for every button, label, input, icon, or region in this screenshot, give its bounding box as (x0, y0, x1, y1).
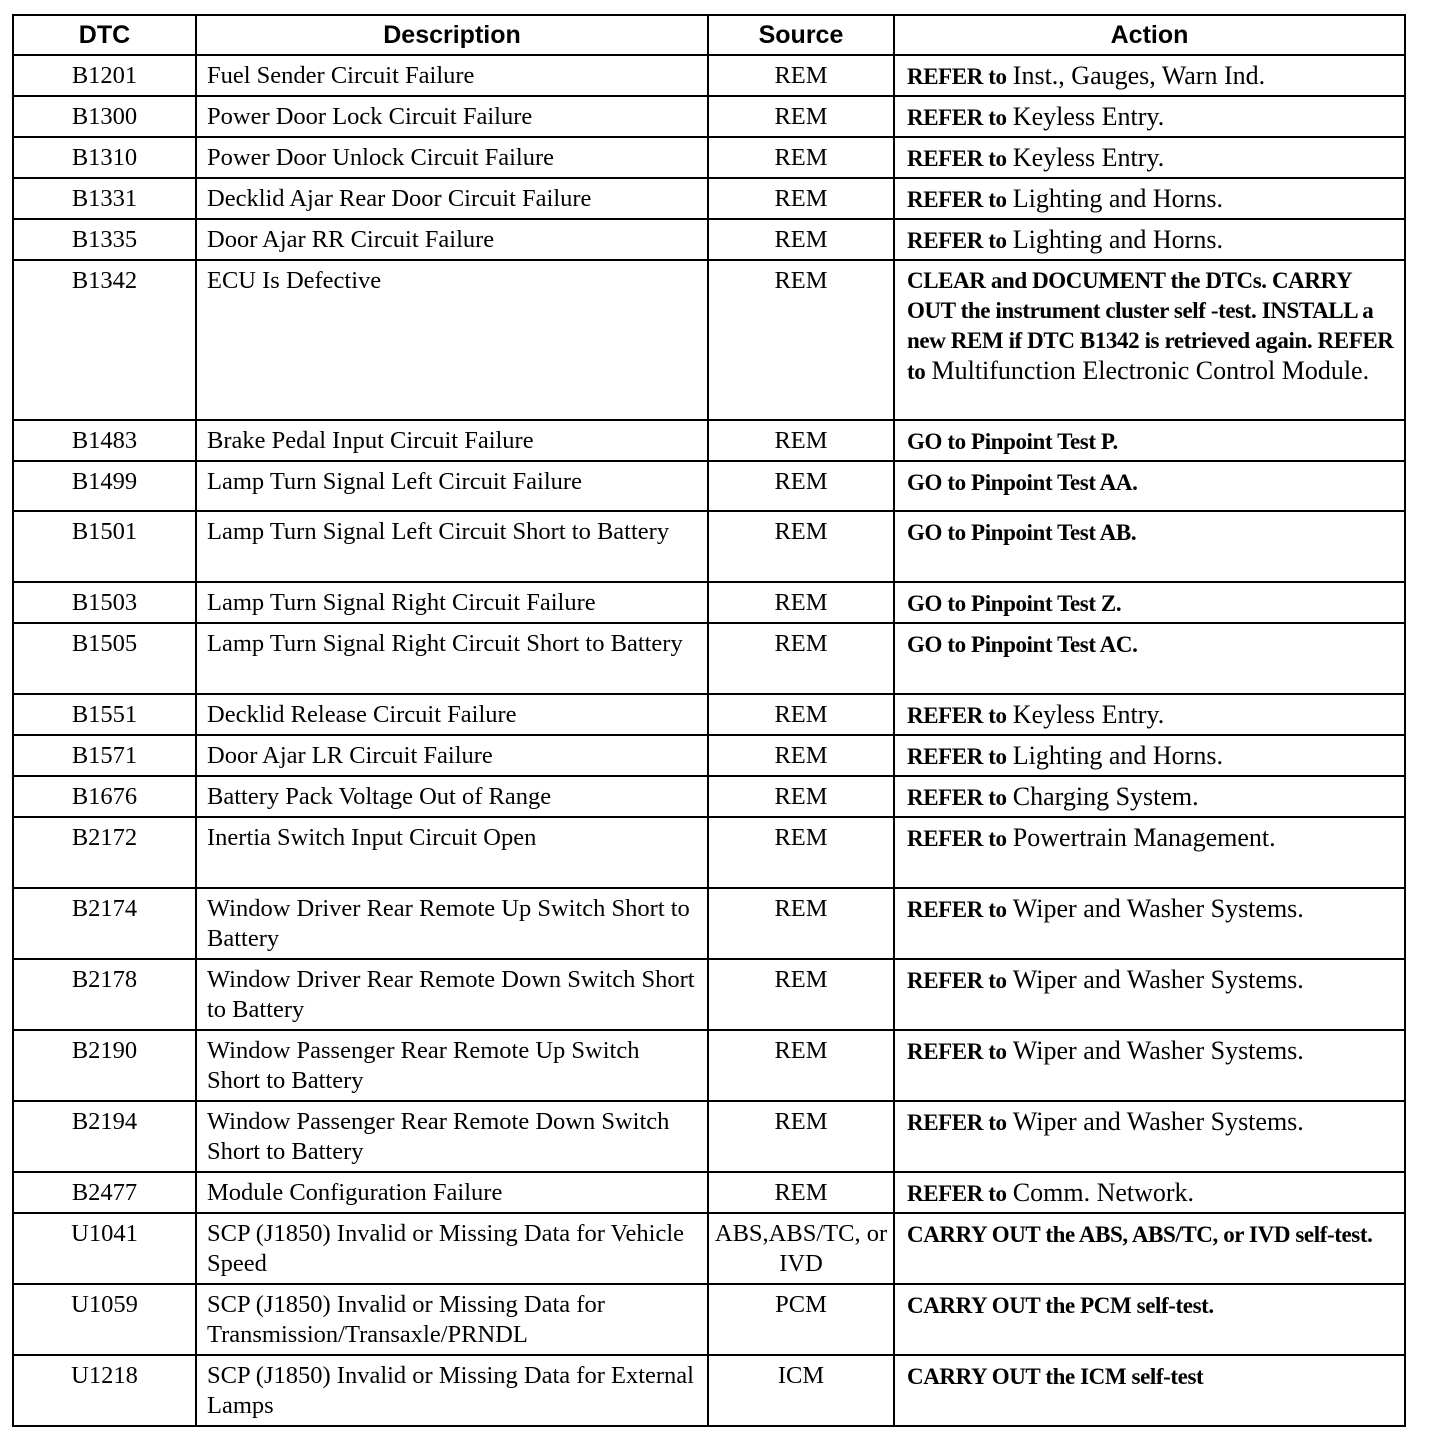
dtc-action (894, 260, 1405, 420)
dtc-code: B1483 (13, 420, 196, 461)
table-row (13, 260, 1405, 420)
dtc-code: U1041 (13, 1213, 196, 1284)
dtc-code: B2194 (13, 1101, 196, 1172)
action-reference: Comm. Network. (1012, 1178, 1195, 1207)
dtc-description: Window Passenger Rear Remote Down Switch Short to Battery (196, 1101, 708, 1172)
dtc-source: REM (708, 96, 894, 137)
dtc-action (894, 735, 1405, 776)
dtc-action (894, 219, 1405, 260)
dtc-action (894, 1030, 1405, 1101)
dtc-code: B1503 (13, 582, 196, 623)
action-instruction: REFER to (907, 968, 1007, 993)
dtc-description: Window Driver Rear Remote Up Switch Short to Battery (196, 888, 708, 959)
dtc-source: ICM (708, 1355, 894, 1426)
table-row (13, 959, 1405, 1030)
dtc-description: Inertia Switch Input Circuit Open (196, 817, 708, 888)
dtc-code: B2190 (13, 1030, 196, 1101)
table-row (13, 1355, 1405, 1426)
header-action: Action (894, 15, 1405, 55)
dtc-source: REM (708, 511, 894, 582)
dtc-description: SCP (J1850) Invalid or Missing Data for External Lamps (196, 1355, 708, 1426)
dtc-source: REM (708, 582, 894, 623)
table-row (13, 623, 1405, 694)
action-reference: Powertrain Management. (1012, 823, 1276, 852)
dtc-action (894, 959, 1405, 1030)
dtc-description: Lamp Turn Signal Left Circuit Short to Battery (196, 511, 708, 582)
dtc-action (894, 694, 1405, 735)
dtc-source: REM (708, 55, 894, 96)
action-instruction: CLEAR and DOCUMENT the DTCs. CARRY OUT the instrument cluster self -test. INSTALL a new REM if DTC B1342 is retrieved again. REFER to (907, 268, 1394, 384)
action-instruction: REFER to (907, 64, 1007, 89)
table-row (13, 420, 1405, 461)
table-row (13, 735, 1405, 776)
dtc-source: REM (708, 817, 894, 888)
action-instruction: CARRY OUT the PCM self-test. (907, 1293, 1214, 1318)
dtc-code: B1310 (13, 137, 196, 178)
table-row (13, 582, 1405, 623)
action-instruction: CARRY OUT the ABS, ABS/TC, or IVD self-test. (907, 1222, 1373, 1247)
dtc-code: B1551 (13, 694, 196, 735)
dtc-action (894, 582, 1405, 623)
action-instruction: GO to Pinpoint Test P. (907, 429, 1118, 454)
dtc-source: PCM (708, 1284, 894, 1355)
dtc-description: Lamp Turn Signal Right Circuit Failure (196, 582, 708, 623)
dtc-action (894, 888, 1405, 959)
dtc-description: ECU Is Defective (196, 260, 708, 420)
dtc-source: REM (708, 694, 894, 735)
dtc-source: REM (708, 776, 894, 817)
dtc-description: Lamp Turn Signal Left Circuit Failure (196, 461, 708, 511)
dtc-action (894, 178, 1405, 219)
dtc-action (894, 96, 1405, 137)
action-instruction: GO to Pinpoint Test Z. (907, 591, 1122, 616)
table-row (13, 776, 1405, 817)
dtc-code: B2172 (13, 817, 196, 888)
dtc-source: REM (708, 888, 894, 959)
action-instruction: REFER to (907, 1039, 1007, 1064)
action-instruction: REFER to (907, 785, 1007, 810)
action-instruction: REFER to (907, 1181, 1007, 1206)
action-reference: Wiper and Washer Systems. (1012, 894, 1304, 923)
header-description: Description (196, 15, 708, 55)
dtc-source: REM (708, 1030, 894, 1101)
dtc-source: ABS,ABS/TC, or IVD (708, 1213, 894, 1284)
table-row (13, 1101, 1405, 1172)
table-row (13, 694, 1405, 735)
action-instruction: REFER to (907, 897, 1007, 922)
table-row (13, 96, 1405, 137)
dtc-description: Decklid Release Circuit Failure (196, 694, 708, 735)
action-reference: Inst., Gauges, Warn Ind. (1012, 61, 1266, 90)
dtc-code: B1300 (13, 96, 196, 137)
dtc-action (894, 137, 1405, 178)
dtc-source: REM (708, 623, 894, 694)
action-reference: Charging System. (1012, 782, 1199, 811)
dtc-code: B2178 (13, 959, 196, 1030)
action-reference: Lighting and Horns. (1012, 184, 1223, 213)
dtc-description: Fuel Sender Circuit Failure (196, 55, 708, 96)
dtc-action (894, 1172, 1405, 1213)
dtc-code: B1331 (13, 178, 196, 219)
dtc-description: SCP (J1850) Invalid or Missing Data for Transmission/Transaxle/PRNDL (196, 1284, 708, 1355)
dtc-action (894, 1284, 1405, 1355)
header-source: Source (708, 15, 894, 55)
dtc-code: B1505 (13, 623, 196, 694)
dtc-source: REM (708, 178, 894, 219)
table-row (13, 178, 1405, 219)
dtc-action (894, 776, 1405, 817)
dtc-action (894, 1213, 1405, 1284)
action-reference: Wiper and Washer Systems. (1012, 1107, 1304, 1136)
table-row (13, 219, 1405, 260)
action-instruction: REFER to (907, 703, 1007, 728)
dtc-code: B2174 (13, 888, 196, 959)
action-reference: Wiper and Washer Systems. (1012, 1036, 1304, 1065)
dtc-description: Power Door Unlock Circuit Failure (196, 137, 708, 178)
dtc-code: U1059 (13, 1284, 196, 1355)
table-row (13, 137, 1405, 178)
dtc-source: REM (708, 1172, 894, 1213)
action-instruction: CARRY OUT the ICM self-test (907, 1364, 1204, 1389)
action-reference: Keyless Entry. (1012, 143, 1165, 172)
dtc-action (894, 461, 1405, 511)
table-row (13, 1284, 1405, 1355)
dtc-description: Window Passenger Rear Remote Up Switch Short to Battery (196, 1030, 708, 1101)
table-row (13, 511, 1405, 582)
table-row (13, 1172, 1405, 1213)
action-reference: Wiper and Washer Systems. (1012, 965, 1304, 994)
action-reference: Lighting and Horns. (1012, 225, 1223, 254)
action-instruction: REFER to (907, 228, 1007, 253)
dtc-source: REM (708, 1101, 894, 1172)
table-row (13, 1030, 1405, 1101)
table-row (13, 55, 1405, 96)
dtc-action (894, 817, 1405, 888)
action-instruction: GO to Pinpoint Test AA. (907, 470, 1138, 495)
dtc-action (894, 1355, 1405, 1426)
dtc-description: Module Configuration Failure (196, 1172, 708, 1213)
dtc-table (12, 14, 1406, 1427)
dtc-source: REM (708, 959, 894, 1030)
table-header-row (13, 15, 1405, 55)
dtc-description: Battery Pack Voltage Out of Range (196, 776, 708, 817)
table-row (13, 888, 1405, 959)
dtc-code: B1676 (13, 776, 196, 817)
action-instruction: REFER to (907, 1110, 1007, 1135)
action-instruction: GO to Pinpoint Test AB. (907, 520, 1137, 545)
action-reference: Lighting and Horns. (1012, 741, 1223, 770)
dtc-code: B2477 (13, 1172, 196, 1213)
dtc-code: B1571 (13, 735, 196, 776)
dtc-source: REM (708, 137, 894, 178)
dtc-description: Window Driver Rear Remote Down Switch Short to Battery (196, 959, 708, 1030)
dtc-description: Brake Pedal Input Circuit Failure (196, 420, 708, 461)
dtc-source: REM (708, 420, 894, 461)
dtc-description: SCP (J1850) Invalid or Missing Data for Vehicle Speed (196, 1213, 708, 1284)
action-instruction: GO to Pinpoint Test AC. (907, 632, 1138, 657)
action-reference: Keyless Entry. (1012, 700, 1165, 729)
dtc-description: Power Door Lock Circuit Failure (196, 96, 708, 137)
action-reference: Keyless Entry. (1012, 102, 1165, 131)
action-instruction: REFER to (907, 744, 1007, 769)
dtc-code: B1499 (13, 461, 196, 511)
dtc-source: REM (708, 260, 894, 420)
dtc-action (894, 420, 1405, 461)
action-instruction: REFER to (907, 105, 1007, 130)
action-instruction: REFER to (907, 146, 1007, 171)
dtc-description: Decklid Ajar Rear Door Circuit Failure (196, 178, 708, 219)
dtc-code: B1501 (13, 511, 196, 582)
dtc-code: B1201 (13, 55, 196, 96)
table-row (13, 1213, 1405, 1284)
dtc-source: REM (708, 461, 894, 511)
table-body (13, 55, 1405, 1426)
dtc-source: REM (708, 219, 894, 260)
action-instruction: REFER to (907, 826, 1007, 851)
table-row (13, 817, 1405, 888)
dtc-action (894, 623, 1405, 694)
dtc-code: B1335 (13, 219, 196, 260)
header-dtc: DTC (13, 15, 196, 55)
dtc-source: REM (708, 735, 894, 776)
dtc-code: U1218 (13, 1355, 196, 1426)
action-instruction: REFER to (907, 187, 1007, 212)
table-row (13, 461, 1405, 511)
dtc-description: Lamp Turn Signal Right Circuit Short to Battery (196, 623, 708, 694)
action-reference: Multifunction Electronic Control Module. (931, 356, 1370, 385)
dtc-description: Door Ajar RR Circuit Failure (196, 219, 708, 260)
dtc-action (894, 55, 1405, 96)
dtc-action (894, 511, 1405, 582)
dtc-code: B1342 (13, 260, 196, 420)
dtc-description: Door Ajar LR Circuit Failure (196, 735, 708, 776)
dtc-action (894, 1101, 1405, 1172)
